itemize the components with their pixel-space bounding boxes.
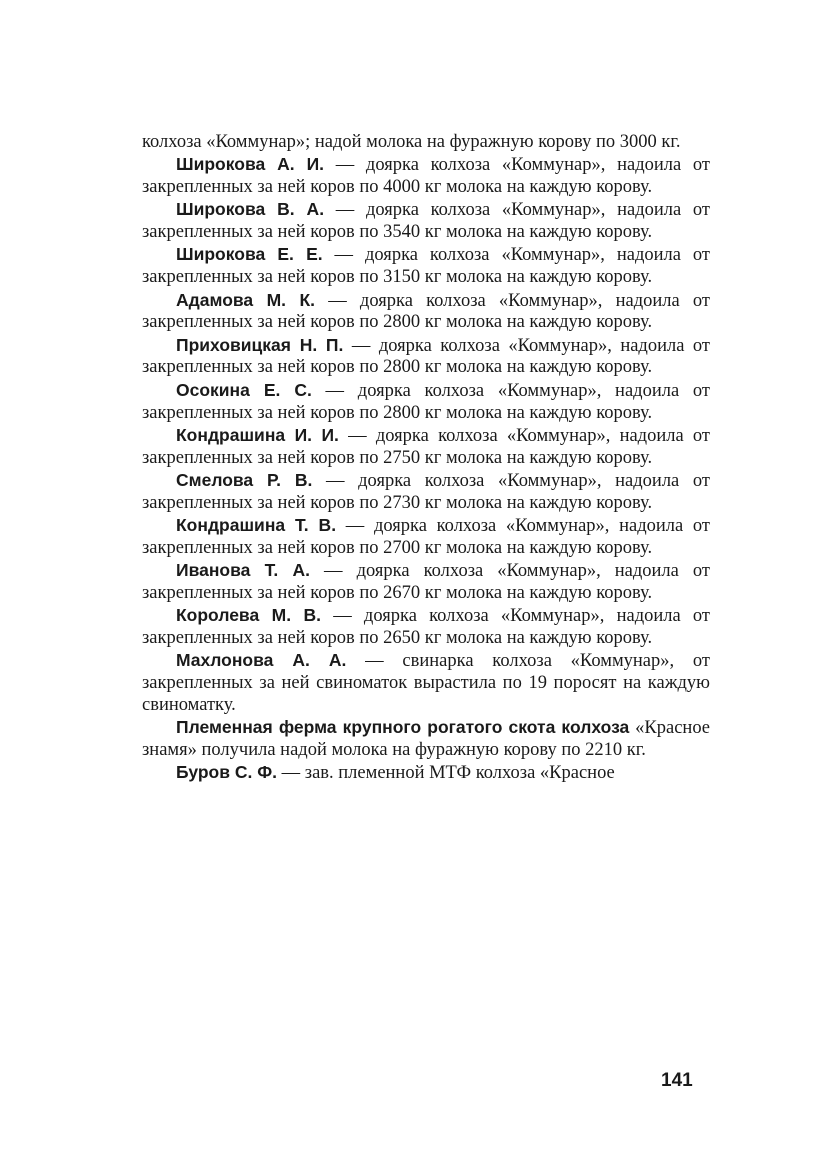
paragraph xyxy=(142,154,710,199)
paragraph xyxy=(142,470,710,515)
paragraph xyxy=(142,762,710,785)
paragraph-text: — доярка колхоза «Коммунар», надоила от закрепленных за ней коров по 2800 кг молока на каждую корову. xyxy=(142,380,710,423)
paragraph-text: колхоза «Коммунар»; надой молока на фуражную корову по 3000 кг. xyxy=(142,132,681,152)
paragraph xyxy=(142,425,710,470)
paragraph xyxy=(142,290,710,335)
paragraph-text: — доярка колхоза «Коммунар», надоила от закрепленных за ней коров по 3150 кг молока на каждую корову. xyxy=(142,245,711,288)
paragraph xyxy=(142,605,710,650)
paragraph xyxy=(142,244,710,289)
paragraph-text: — доярка колхоза «Коммунар», надоила от закрепленных за ней коров по 2800 кг молока на каждую корову. xyxy=(142,290,710,333)
person-name: Широкова А. И. xyxy=(176,154,325,175)
paragraph-text: — доярка колхоза «Коммунар», надоила от закрепленных за ней коров по 3540 кг молока на каждую корову. xyxy=(142,200,710,243)
page-number: 141 xyxy=(661,1070,693,1091)
paragraph-text: — свинарка колхоза «Коммунар», от закрепленных за ней свиноматок вырастила по 19 поросят на каждую свиноматку. xyxy=(142,651,710,715)
paragraph-text: — доярка колхоза «Коммунар», надоила от закрепленных за ней коров по 2700 кг молока на каждую корову. xyxy=(142,516,710,558)
paragraph xyxy=(142,199,710,244)
paragraph xyxy=(142,515,710,560)
person-name: Широкова Е. Е. xyxy=(176,244,323,265)
person-name: Кондрашина И. И. xyxy=(176,424,339,445)
paragraph xyxy=(142,380,710,425)
person-name: Махлонова А. А. xyxy=(176,650,347,671)
person-name: Смелова Р. В. xyxy=(176,469,313,490)
paragraph-text: — доярка колхоза «Коммунар», надоила от закрепленных за ней коров по 2730 кг молока на каждую корову. xyxy=(142,470,710,513)
page-text xyxy=(142,131,710,786)
person-name: Осокина Е. С. xyxy=(176,379,312,400)
person-name: Кондрашина Т. В. xyxy=(176,515,337,536)
paragraph-text: — доярка колхоза «Коммунар», надоила от закрепленных за ней коров по 2800 кг молока на каждую корову. xyxy=(142,335,711,378)
person-name: Буров С. Ф. xyxy=(176,762,278,783)
paragraph xyxy=(142,560,710,605)
paragraph xyxy=(142,717,710,762)
paragraph-text: — зав. племенной МТФ колхоза «Красное xyxy=(277,763,615,784)
paragraph xyxy=(142,650,710,716)
paragraph-text: — доярка колхоза «Коммунар», надоила от закрепленных за ней коров по 2670 кг молока на каждую корову. xyxy=(142,561,710,603)
paragraph-text: — доярка колхоза «Коммунар», надоила от закрепленных за ней коров по 2750 кг молока на каждую корову. xyxy=(142,425,710,468)
person-name: Приховицкая Н. П. xyxy=(176,334,344,355)
person-name: Иванова Т. А. xyxy=(176,560,310,581)
person-name: Королева М. В. xyxy=(176,605,322,626)
paragraph xyxy=(142,131,710,154)
person-name: Адамова М. К. xyxy=(176,289,316,310)
paragraph-text: — доярка колхоза «Коммунар», надоила от закрепленных за ней коров по 4000 кг молока на каждую корову. xyxy=(142,155,711,198)
paragraph-text: «Красное знамя» получила надой молока на фуражную корову по 2210 кг. xyxy=(142,718,711,761)
paragraph-text: — доярка колхоза «Коммунар», надоила от закрепленных за ней коров по 2650 кг молока на каждую корову. xyxy=(142,606,710,649)
person-name: Широкова В. А. xyxy=(176,199,325,220)
paragraph xyxy=(142,335,710,380)
farm-name: Племенная ферма крупного рогатого скота колхоза xyxy=(176,717,630,738)
